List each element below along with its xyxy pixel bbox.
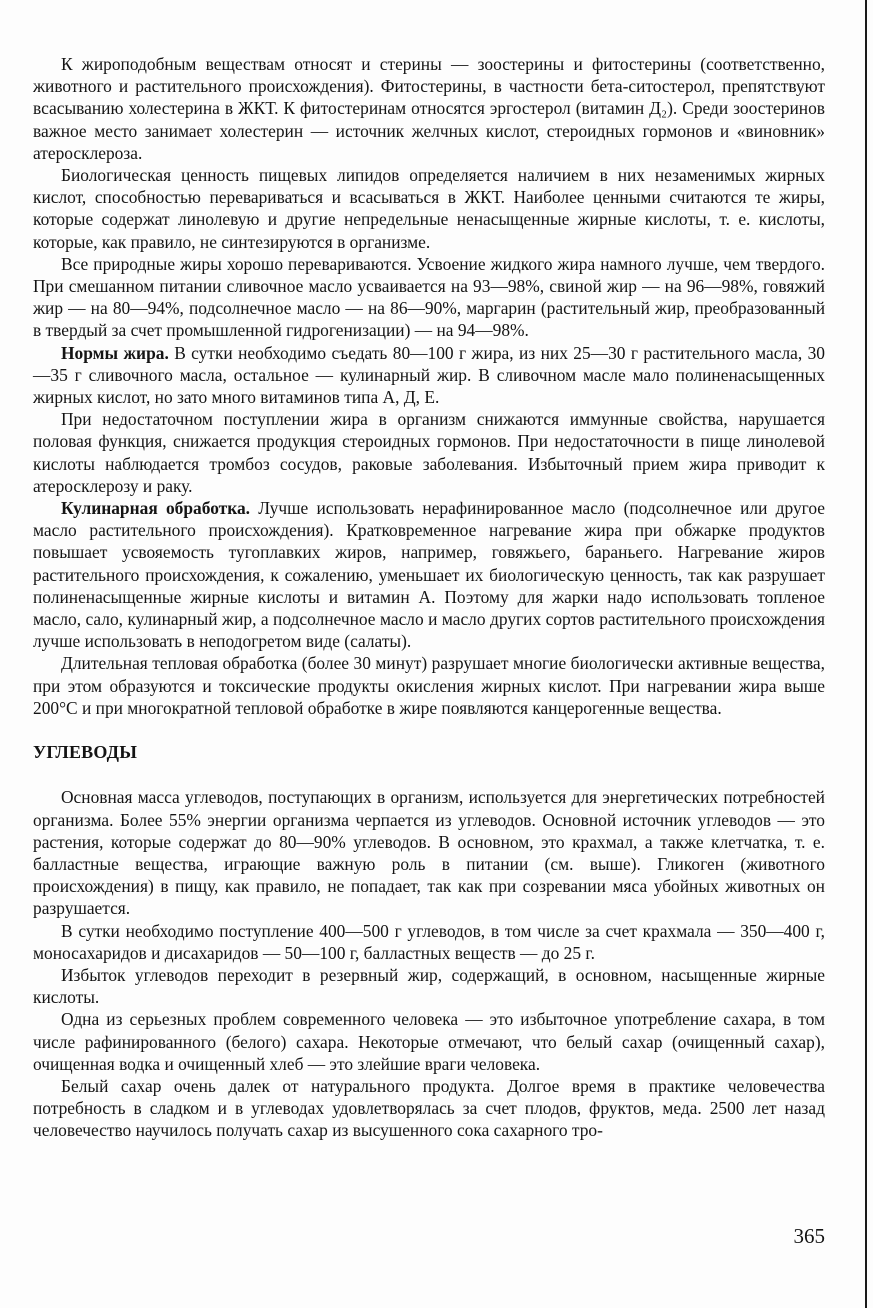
paragraph-carbs-excess: Избыток углеводов переходит в резервный жир, содержащий, в основном, насыщенные жирные кислоты.: [33, 964, 825, 1008]
fat-norms-heading: Нормы жира.: [61, 342, 169, 363]
fat-norms-text: В сутки необходимо съедать 80—100 г жира, из них 25—30 г растительного масла, 30—35 г сливочного масла, остальное — кулинарный жир. В сливочном масле мало полиненасыщенных жирных кислот, но зато много витаминов типа А, Д, Е.: [33, 342, 825, 408]
page-body: [33, 53, 825, 1142]
paragraph-carbs-daily: В сутки необходимо поступление 400—500 г углеводов, в том числе за счет крахмала — 350—400 г, моносахаридов и дисахаридов — 50—100 г, балластных веществ — до 25 г.: [33, 920, 825, 963]
paragraph-sugar-problem: Одна из серьезных проблем современного человека — это избыточное употребление сахара, в том числе рафинированного (белого) сахара. Некоторые отмечают, что белый сахар (очищенный сахар), очищенная водка и очищенный хлеб — это злейшие враги человека.: [33, 1009, 825, 1074]
paragraph-white-sugar: Белый сахар очень далек от натурального продукта. Долгое время в практике человечества потребность в сладком и в углеводах удовлетворялась за счет плодов, фруктов, меда. 2500 лет назад человечество научилось получать сахар из высушенного сока сахарного тро-: [33, 1075, 825, 1141]
culinary-heading: Кулинарная обработка.: [61, 498, 251, 519]
paragraph-heat-treatment: Длительная тепловая обработка (более 30 минут) разрушает многие биологически активные вещества, при этом образуются и токсические продукты окисления жирных кислот. При нагревании жира выше 200°С и при многократной тепловой обработке в жире появляются канцерогенные вещества.: [33, 653, 825, 718]
paragraph-culinary: [33, 497, 825, 652]
paragraph-digestibility: Все природные жиры хорошо перевариваются. Усвоение жидкого жира намного лучше, чем твердого. При смешанном питании сливочное масло усваивается на 93—98%, свиной жир — на 96—98%, говяжий жир — на 80—94%, подсолнечное масло — на 86—90%, маргарин (растительный жир, преобразованный в твердый за счет промышленной гидрогенизации) — на 94—98%.: [33, 253, 825, 341]
paragraph-biological-value: Биологическая ценность пищевых липидов определяется наличием в них незаменимых жирных кислот, способностью перевариваться и всасываться в ЖКТ. Наиболее ценными считаются те жиры, которые содержат линолевую и другие непредельные ненасыщенные жирные кислоты, т. е. кислоты, которые, как правило, не синтезируются в организме.: [33, 165, 825, 252]
culinary-text: Лучше использовать нерафинированное масло (подсолнечное или другое масло растительного происхождения). Кратковременное нагревание жира при обжарке продуктов повышает усвояемость тугоплавких жиров, например, говяжьего, бараньего. Нагревание жиров растительного происхождения, к сожалению, уменьшает их биологическую ценность, так как разрушает полиненасыщенные жирные кислоты и витамин А. Поэтому для жарки надо использовать топленое масло, сало, кулинарный жир, а подсолнечное масло и масло других сортов растительного происхождения лучше использовать в неподогретом виде (салаты).: [33, 498, 826, 652]
paragraph-deficiency: При недостаточном поступлении жира в организм снижаются иммунные свойства, нарушается половая функция, снижается продукция стероидных гормонов. При недостаточности в пище линолевой кислоты наблюдается тромбоз сосудов, раковые заболевания. Избыточный прием жира приводит к атеросклерозу и раку.: [33, 409, 825, 496]
paragraph-carbs-energy: Основная масса углеводов, поступающих в организм, используется для энергетических потребностей организма. Более 55% энергии организма черпается из углеводов. Основной источник углеводов — это растения, которые содержат до 80—90% углеводов. В основном, это крахмал, а также клетчатка, т. е. балластные вещества, играющие важную роль в питании (см. выше). Гликоген (животного происхождения) в пищу, как правило, не попадает, так как при созревании мяса убойных животных он разрушается.: [33, 787, 825, 919]
page-edge-line: [865, 0, 867, 1308]
paragraph-sterols: К жироподобным веществам относят и стерины — зоостерины и фитостерины (соответственно, животного и растительного происхождения). Фитостерины, в частности бета-ситостерол, препятствуют всасыванию холестерина в ЖКТ. К фитостеринам относятся эргостерол (витамин Д₂). Среди зоостеринов важное место занимает холестерин — источник желчных кислот, стероидных гормонов и «виновник» атеросклероза.: [33, 54, 825, 163]
paragraph-fat-norms: [33, 342, 825, 409]
section-title: УГЛЕВОДЫ: [33, 742, 138, 763]
page-number: 365: [793, 1224, 825, 1248]
